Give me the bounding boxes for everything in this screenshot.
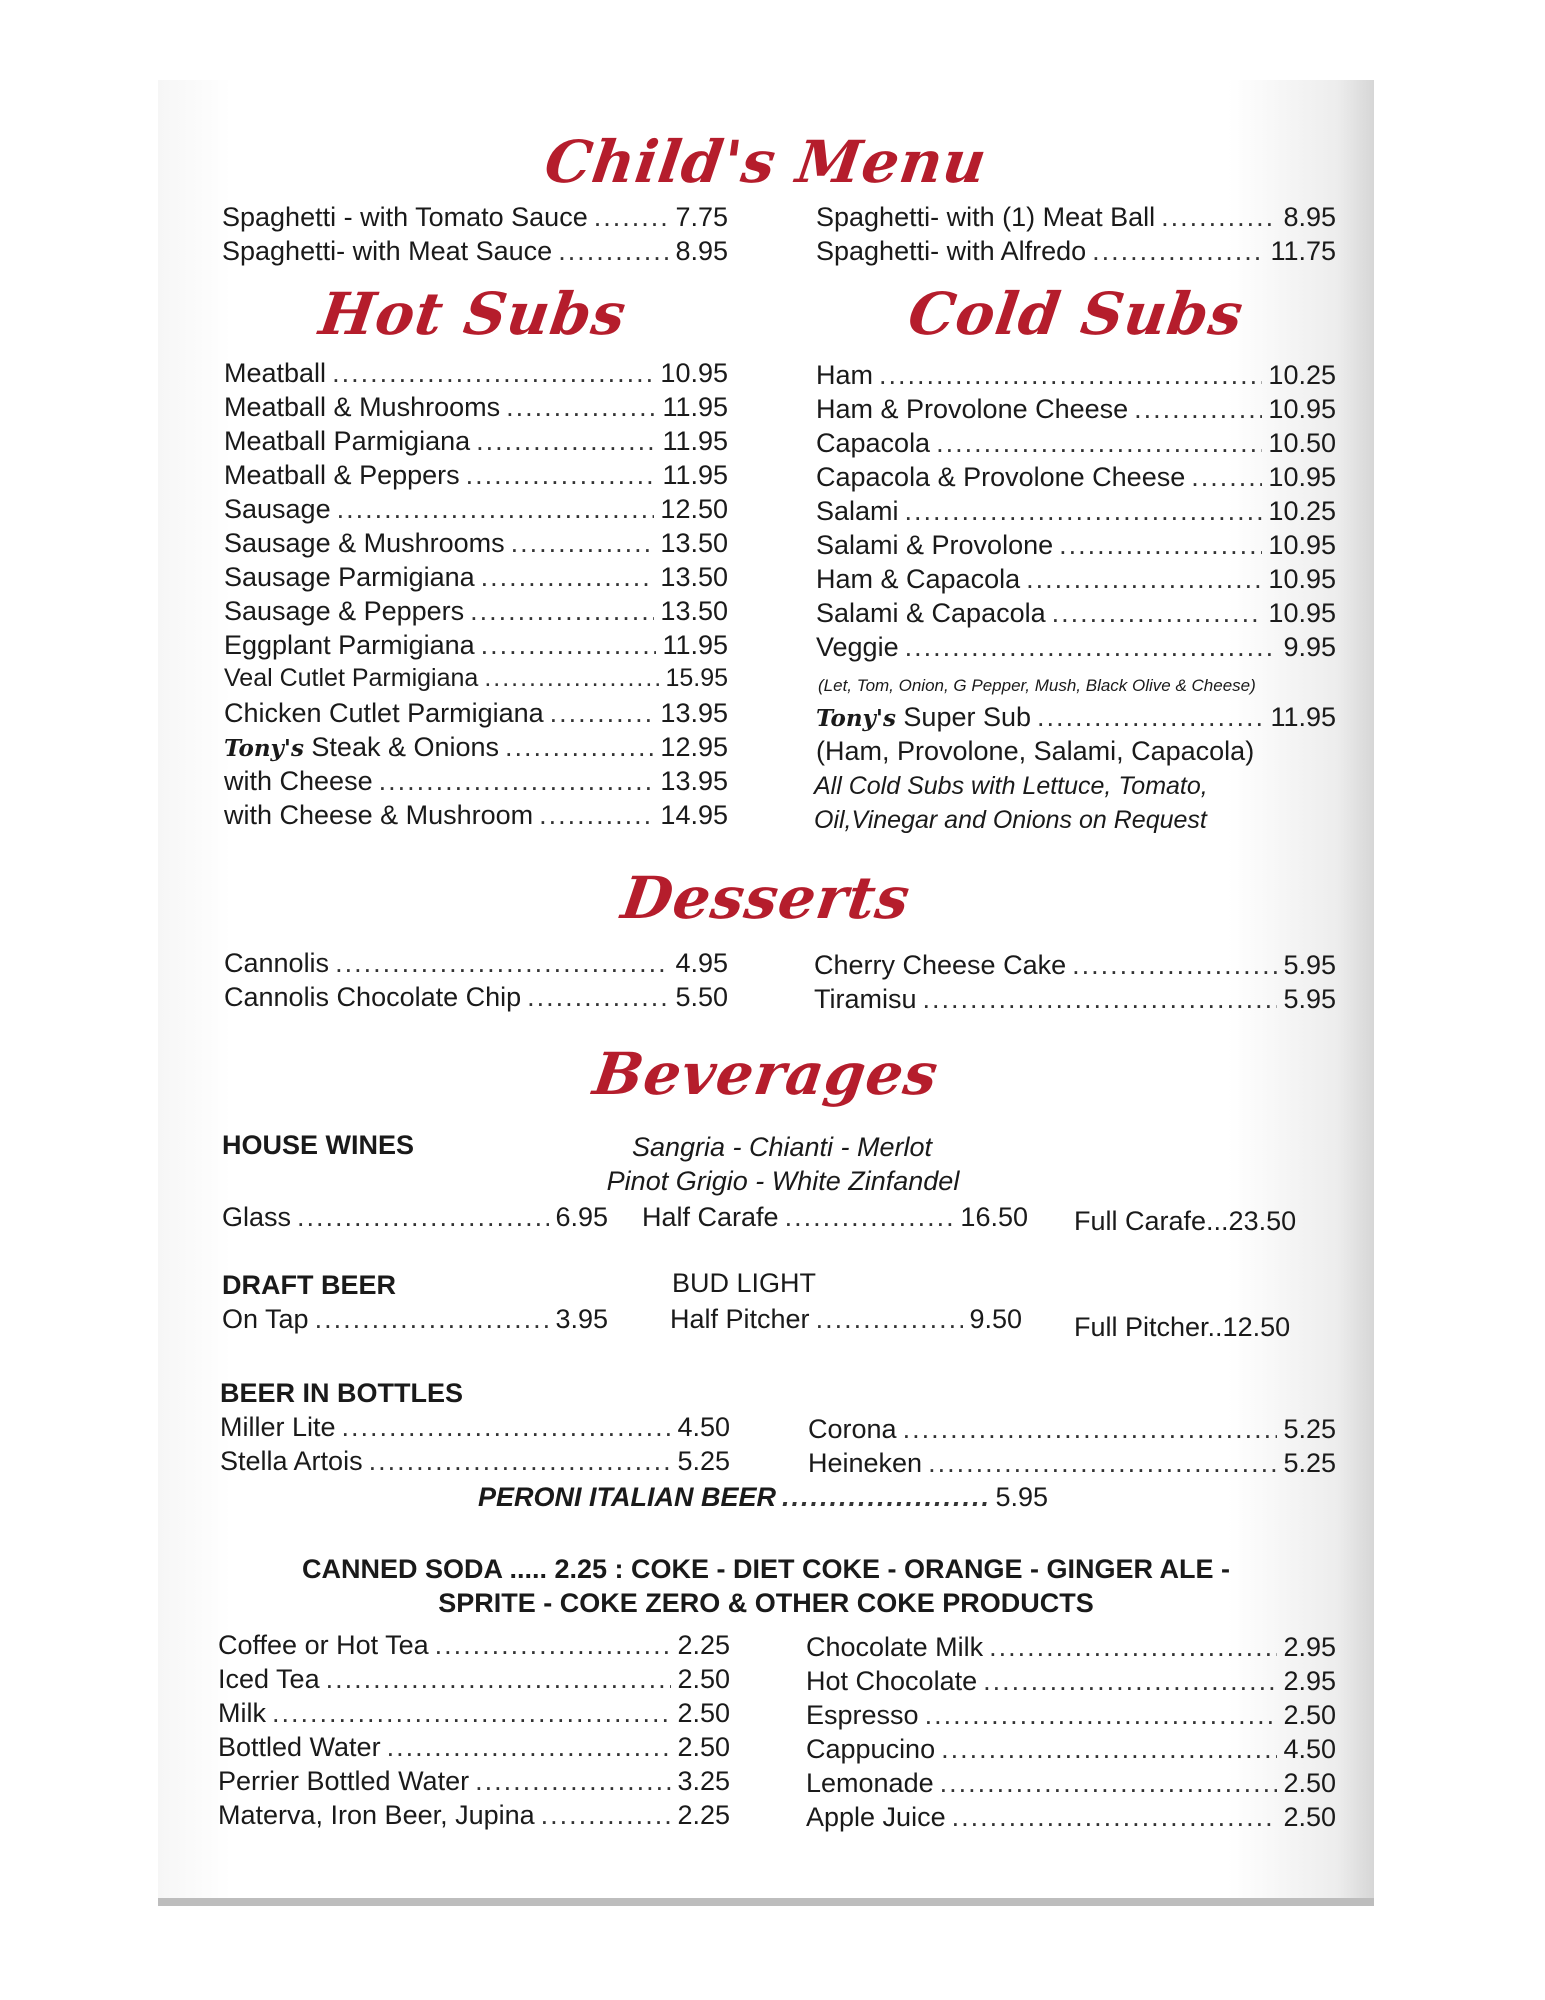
item-name: Spaghetti - with Tomato Sauce <box>222 202 588 232</box>
dot-leader <box>369 1446 672 1477</box>
dot-leader <box>332 358 654 389</box>
dot-leader <box>1059 530 1262 561</box>
menu-item <box>670 1304 1022 1335</box>
item-price: 2.50 <box>677 1732 730 1762</box>
dot-leader <box>879 360 1262 391</box>
item-price: 10.95 <box>1268 394 1336 424</box>
menu-item <box>816 394 1336 425</box>
item-price: 2.50 <box>677 1664 730 1694</box>
beverages-heading: Beverages <box>589 1040 943 1108</box>
dot-leader <box>272 1698 671 1729</box>
item-price: 3.25 <box>677 1766 730 1796</box>
tonys-brand: Tony's <box>224 735 304 762</box>
item-price: 5.25 <box>1283 1414 1336 1444</box>
item-name: Capacola & Provolone Cheese <box>816 462 1186 492</box>
item-price: 11.95 <box>662 630 728 660</box>
menu-page <box>158 80 1374 1904</box>
dot-leader <box>466 460 657 491</box>
menu-item <box>224 630 728 661</box>
desserts-heading: Desserts <box>617 864 915 932</box>
menu-item <box>816 496 1336 527</box>
item-name: Meatball Parmigiana <box>224 426 471 456</box>
menu-item <box>224 392 728 423</box>
item-name: PERONI ITALIAN BEER <box>478 1482 777 1512</box>
dot-leader <box>782 1482 989 1513</box>
item-name: Sausage & Mushrooms <box>224 528 505 558</box>
full-pitcher-item: Full Pitcher..12.50 <box>1074 1312 1291 1342</box>
dot-leader <box>1134 394 1262 425</box>
item-name: On Tap <box>222 1304 309 1334</box>
dot-leader <box>785 1202 955 1233</box>
item-name: Ham & Provolone Cheese <box>816 394 1129 424</box>
item-name: Half Carafe <box>642 1202 779 1232</box>
item-name: Veal Cutlet Parmigiana <box>224 664 479 692</box>
dot-leader <box>1052 598 1263 629</box>
dot-leader <box>925 1700 1278 1731</box>
item-price: 11.95 <box>1270 702 1336 732</box>
dot-leader <box>941 1734 1277 1765</box>
hot-subs-heading: Hot Subs <box>315 280 631 348</box>
menu-item <box>224 800 728 831</box>
item-name: Lemonade <box>806 1768 934 1798</box>
item-name: Ham <box>816 360 874 390</box>
item-price: 10.95 <box>660 358 728 388</box>
dot-leader <box>1161 202 1277 233</box>
cold-subs-heading: Cold Subs <box>904 280 1248 348</box>
dot-leader <box>816 1304 964 1335</box>
dot-leader <box>470 596 654 627</box>
item-price: 2.25 <box>677 1800 730 1830</box>
menu-item <box>816 202 1336 233</box>
item-price: 13.95 <box>660 698 728 728</box>
item-name: Perrier Bottled Water <box>218 1766 470 1796</box>
dot-leader <box>315 1304 550 1335</box>
dot-leader <box>989 1632 1277 1663</box>
item-name-text: Super Sub <box>903 702 1032 732</box>
menu-item <box>816 598 1336 629</box>
tonys-brand: Tony's <box>816 705 896 732</box>
menu-item <box>816 632 1336 663</box>
menu-item <box>220 1412 730 1443</box>
item-price: 14.95 <box>660 800 728 830</box>
dot-leader <box>936 428 1262 459</box>
item-price: 10.95 <box>1268 462 1336 492</box>
item-name: Apple Juice <box>806 1802 946 1832</box>
dot-leader <box>550 698 655 729</box>
item-price: 2.25 <box>677 1630 730 1660</box>
item-name: Sausage & Peppers <box>224 596 465 626</box>
dot-leader <box>342 1412 672 1443</box>
item-price: 16.50 <box>960 1202 1028 1232</box>
dot-leader <box>541 1800 672 1831</box>
item-name <box>816 702 1031 733</box>
menu-item <box>224 664 728 693</box>
menu-item <box>224 426 728 457</box>
menu-item <box>224 494 728 525</box>
item-price: 10.95 <box>1268 530 1336 560</box>
dot-leader <box>1026 564 1262 595</box>
item-name: Sausage <box>224 494 331 524</box>
dot-leader <box>297 1202 549 1233</box>
item-price: 11.95 <box>662 392 728 422</box>
dot-leader <box>481 630 657 661</box>
menu-item <box>816 360 1336 391</box>
dot-leader <box>476 426 656 457</box>
menu-item <box>806 1768 1336 1799</box>
item-name: Sausage Parmigiana <box>224 562 475 592</box>
item-price: 2.50 <box>677 1698 730 1728</box>
item-price: 12.95 <box>660 732 728 762</box>
menu-item <box>218 1630 730 1661</box>
menu-item <box>806 1666 1336 1697</box>
menu-item <box>218 1698 730 1729</box>
dot-leader <box>983 1666 1277 1697</box>
cold-subs-note-line2: Oil,Vinegar and Onions on Request <box>814 806 1207 834</box>
menu-item <box>816 564 1336 595</box>
menu-item <box>224 766 728 797</box>
menu-item <box>816 236 1336 267</box>
menu-item <box>224 948 728 979</box>
menu-item <box>224 698 728 729</box>
item-name: Meatball <box>224 358 327 388</box>
item-price: 11.75 <box>1270 236 1336 266</box>
item-price: 10.95 <box>1268 598 1336 628</box>
item-name: Stella Artois <box>220 1446 363 1476</box>
item-name: Ham & Capacola <box>816 564 1021 594</box>
menu-item <box>816 702 1336 733</box>
menu-item <box>224 528 728 559</box>
item-name: Meatball & Peppers <box>224 460 460 490</box>
dot-leader <box>481 562 655 593</box>
dot-leader <box>952 1802 1278 1833</box>
dot-leader <box>505 732 654 763</box>
item-price: 5.50 <box>675 982 728 1012</box>
item-name: Bottled Water <box>218 1732 381 1762</box>
menu-item <box>218 1766 730 1797</box>
item-name: Materva, Iron Beer, Jupina <box>218 1800 535 1830</box>
dot-leader <box>594 202 670 233</box>
item-price: 15.95 <box>665 664 728 692</box>
menu-item <box>220 1446 730 1477</box>
canned-soda-line2: SPRITE - COKE ZERO & OTHER COKE PRODUCTS <box>438 1588 1094 1618</box>
item-name: with Cheese <box>224 766 373 796</box>
menu-item <box>478 1482 1048 1513</box>
item-name <box>224 732 499 763</box>
item-name: Salami & Capacola <box>816 598 1046 628</box>
house-wines-label: HOUSE WINES <box>222 1130 415 1160</box>
item-price: 2.95 <box>1283 1666 1336 1696</box>
item-name: Corona <box>808 1414 897 1444</box>
item-price: 4.50 <box>677 1412 730 1442</box>
item-price: 2.50 <box>1283 1768 1336 1798</box>
item-price: 11.95 <box>662 460 728 490</box>
canned-soda-line1: CANNED SODA ..... 2.25 : COKE - DIET COKE - ORANGE - GINGER ALE - <box>301 1554 1231 1584</box>
item-name: Cannolis <box>224 948 330 978</box>
menu-item <box>222 1202 608 1233</box>
menu-item <box>642 1202 1028 1233</box>
dot-leader <box>475 1766 671 1797</box>
dot-leader <box>905 496 1263 527</box>
item-name: Chocolate Milk <box>806 1632 984 1662</box>
menu-item <box>814 950 1336 981</box>
draft-beer-label: DRAFT BEER <box>222 1270 396 1300</box>
dot-leader <box>335 948 669 979</box>
dot-leader <box>903 1414 1278 1445</box>
item-price: 13.50 <box>660 528 728 558</box>
item-price: 2.50 <box>1283 1700 1336 1730</box>
menu-item <box>224 562 728 593</box>
item-name: Milk <box>218 1698 266 1728</box>
full-carafe-item: Full Carafe...23.50 <box>1074 1206 1297 1236</box>
item-price: 5.25 <box>1283 1448 1336 1478</box>
item-price: 10.25 <box>1268 496 1336 526</box>
paper-bottom-edge <box>158 1898 1374 1906</box>
menu-item <box>222 202 728 233</box>
bud-light-label: BUD LIGHT <box>672 1268 817 1298</box>
item-name: Heineken <box>808 1448 923 1478</box>
item-price: 3.95 <box>555 1304 608 1334</box>
item-price: 9.50 <box>969 1304 1022 1334</box>
childs-menu-heading: Child's Menu <box>540 128 992 196</box>
item-name: Half Pitcher <box>670 1304 810 1334</box>
menu-item <box>816 462 1336 493</box>
item-price: 4.50 <box>1283 1734 1336 1764</box>
menu-item <box>224 596 728 627</box>
dot-leader <box>928 1448 1277 1479</box>
menu-item <box>224 732 728 763</box>
item-name: Tiramisu <box>814 984 917 1014</box>
menu-item <box>222 236 728 267</box>
item-name: Salami <box>816 496 899 526</box>
menu-item <box>806 1802 1336 1833</box>
item-price: 10.50 <box>1268 428 1336 458</box>
item-price: 5.95 <box>1283 950 1336 980</box>
dot-leader <box>1037 702 1264 733</box>
menu-item <box>224 460 728 491</box>
menu-item <box>218 1800 730 1831</box>
dot-leader <box>387 1732 672 1763</box>
dot-leader <box>940 1768 1278 1799</box>
item-name: Spaghetti- with Meat Sauce <box>222 236 553 266</box>
wine-varieties-line1: Sangria - Chianti - Merlot <box>631 1132 933 1162</box>
item-price: 13.95 <box>660 766 728 796</box>
item-price: 10.95 <box>1268 564 1336 594</box>
item-name: Meatball & Mushrooms <box>224 392 501 422</box>
item-price: 9.95 <box>1283 632 1336 662</box>
dot-leader <box>506 392 656 423</box>
item-price: 7.75 <box>675 202 728 232</box>
item-name: Hot Chocolate <box>806 1666 978 1696</box>
menu-item <box>218 1732 730 1763</box>
super-sub-note: (Ham, Provolone, Salami, Capacola) <box>816 736 1255 766</box>
dot-leader <box>539 800 654 831</box>
item-price: 10.25 <box>1268 360 1336 390</box>
item-price: 8.95 <box>1283 202 1336 232</box>
item-name-text: Steak & Onions <box>311 732 500 762</box>
item-name: Coffee or Hot Tea <box>218 1630 429 1660</box>
item-name: Salami & Provolone <box>816 530 1054 560</box>
item-name: Glass <box>222 1202 292 1232</box>
item-name: Miller Lite <box>220 1412 336 1442</box>
item-name: Spaghetti- with (1) Meat Ball <box>816 202 1156 232</box>
item-price: 11.95 <box>662 426 728 456</box>
item-price: 13.50 <box>660 562 728 592</box>
menu-item <box>816 530 1336 561</box>
item-price: 6.95 <box>555 1202 608 1232</box>
item-name: with Cheese & Mushroom <box>224 800 534 830</box>
menu-item <box>806 1700 1336 1731</box>
veggie-note: (Let, Tom, Onion, G Pepper, Mush, Black Olive & Cheese) <box>818 676 1256 695</box>
dot-leader <box>1191 462 1262 493</box>
item-price: 2.50 <box>1283 1802 1336 1832</box>
item-name: Espresso <box>806 1700 919 1730</box>
beer-in-bottles-label: BEER IN BOTTLES <box>220 1378 464 1408</box>
menu-item <box>808 1448 1336 1479</box>
item-name: Iced Tea <box>218 1664 320 1694</box>
dot-leader <box>1092 236 1264 267</box>
menu-item <box>814 984 1336 1015</box>
item-price: 5.95 <box>995 1482 1048 1512</box>
dot-leader <box>435 1630 672 1661</box>
item-price: 5.25 <box>677 1446 730 1476</box>
menu-item <box>816 428 1336 459</box>
dot-leader <box>326 1664 672 1695</box>
item-price: 5.95 <box>1283 984 1336 1014</box>
dot-leader <box>558 236 669 267</box>
menu-item <box>808 1414 1336 1445</box>
item-price: 8.95 <box>675 236 728 266</box>
item-name: Spaghetti- with Alfredo <box>816 236 1087 266</box>
item-name: Eggplant Parmigiana <box>224 630 475 660</box>
wine-varieties-line2: Pinot Grigio - White Zinfandel <box>606 1166 960 1196</box>
item-name: Chicken Cutlet Parmigiana <box>224 698 544 728</box>
dot-leader <box>905 632 1278 663</box>
menu-item <box>806 1632 1336 1663</box>
item-name: Cannolis Chocolate Chip <box>224 982 522 1012</box>
item-name: Veggie <box>816 632 899 662</box>
menu-item <box>218 1664 730 1695</box>
dot-leader <box>484 664 659 693</box>
item-name: Capacola <box>816 428 931 458</box>
item-price: 13.50 <box>660 596 728 626</box>
item-price: 12.50 <box>660 494 728 524</box>
item-name: Cherry Cheese Cake <box>814 950 1067 980</box>
menu-item <box>806 1734 1336 1765</box>
item-name: Cappucino <box>806 1734 936 1764</box>
dot-leader <box>1072 950 1277 981</box>
dot-leader <box>511 528 655 559</box>
menu-item <box>224 982 728 1013</box>
item-price: 2.95 <box>1283 1632 1336 1662</box>
menu-item <box>224 358 728 389</box>
item-price: 4.95 <box>675 948 728 978</box>
menu-item <box>222 1304 608 1335</box>
dot-leader <box>379 766 655 797</box>
dot-leader <box>337 494 655 525</box>
dot-leader <box>527 982 669 1013</box>
cold-subs-note-line1: All Cold Subs with Lettuce, Tomato, <box>814 772 1208 800</box>
dot-leader <box>923 984 1278 1015</box>
